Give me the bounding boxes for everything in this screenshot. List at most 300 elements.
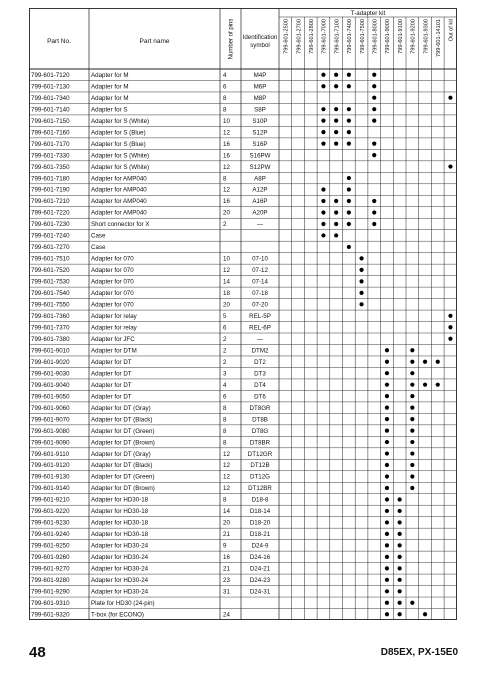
kit-mark-dot [372, 222, 376, 226]
pin-count: 23 [223, 577, 230, 585]
part-name: Adapter for HD30-24 [91, 554, 149, 562]
kit-mark-dot [347, 73, 351, 77]
pin-count: 8 [223, 416, 227, 424]
kit-mark-dot [321, 233, 325, 237]
pin-count: 21 [223, 565, 230, 573]
part-name: Adapter for S (Blue) [91, 129, 146, 137]
part-number: 799-601-9050 [31, 393, 70, 401]
part-number: 799-601-9320 [31, 611, 70, 619]
kit-mark-dot [334, 199, 338, 203]
part-name: Adapter for AMP040 [91, 175, 147, 183]
kit-mark-dot [398, 566, 402, 570]
pin-count: 20 [223, 519, 230, 527]
kit-mark-dot [347, 130, 351, 134]
part-number: 799-601-7350 [31, 163, 70, 171]
ident-symbol: REL-5P [249, 313, 271, 321]
kit-mark-dot [372, 73, 376, 77]
pin-count: 8 [223, 106, 227, 114]
pin-count: 4 [223, 381, 227, 389]
pin-count: 12 [223, 163, 230, 171]
part-number: 799-601-9060 [31, 404, 70, 412]
kit-mark-dot [385, 348, 389, 352]
kit-mark-dot [321, 84, 325, 88]
kit-mark-dot [385, 486, 389, 490]
part-name: Adapter for HD30-18 [91, 519, 149, 527]
part-name: Adapter for S (Blue) [91, 140, 146, 148]
pin-count: 2 [223, 358, 227, 366]
kit-label: 799-601-2800 [308, 19, 315, 54]
kit-mark-dot [334, 130, 338, 134]
kit-mark-dot [347, 199, 351, 203]
kit-mark-dot [385, 532, 389, 536]
part-number: 799-601-7130 [31, 83, 70, 91]
part-number: 799-601-9110 [31, 450, 70, 458]
part-name: Short connector for X [91, 221, 150, 229]
part-number: 799-601-9080 [31, 427, 70, 435]
kit-mark-dot [334, 84, 338, 88]
kit-mark-dot [359, 302, 363, 306]
part-name: Adapter for HD30-18 [91, 496, 149, 504]
pin-count: 12 [223, 462, 230, 470]
pin-count: 16 [223, 140, 230, 148]
ident-symbol: — [256, 221, 264, 229]
part-name: Adapter for S (White) [91, 117, 150, 125]
pin-count: 24 [223, 611, 230, 619]
part-number: 799-601-9210 [31, 496, 70, 504]
ident-symbol: M8P [253, 94, 267, 102]
kit-mark-dot [321, 199, 325, 203]
pin-count: 6 [223, 324, 227, 332]
pin-count: 16 [223, 554, 230, 562]
kit-mark-dot [385, 555, 389, 559]
kit-mark-dot [410, 394, 414, 398]
ident-symbol: DT8G [251, 427, 269, 435]
part-name: Adapter for DT (Brown) [91, 439, 155, 447]
kit-mark-dot [410, 451, 414, 455]
part-name: Plate for HD30 (24-pin) [91, 599, 155, 607]
part-name: Adapter for DT [91, 358, 132, 366]
pin-count: 12 [223, 450, 230, 458]
ident-symbol: A8P [254, 175, 266, 183]
kit-mark-dot [347, 119, 351, 123]
kit-mark-dot [398, 520, 402, 524]
part-name: Adapter for HD30-24 [91, 542, 149, 550]
ident-symbol: S12P [252, 129, 268, 137]
part-number: 799-601-7140 [31, 106, 70, 114]
part-name: Adapter for S (White) [91, 163, 150, 171]
kit-mark-dot [347, 84, 351, 88]
kit-mark-dot [372, 142, 376, 146]
ident-symbol: D18-21 [249, 531, 271, 539]
kit-mark-dot [372, 153, 376, 157]
kit-mark-dot [334, 142, 338, 146]
kit-label: 799-601-7000 [321, 19, 328, 54]
kit-mark-dot [321, 73, 325, 77]
kit-mark-dot [448, 314, 452, 318]
kit-mark-dot [372, 210, 376, 214]
ident-symbol: M4P [253, 71, 267, 79]
kit-mark-dot [385, 463, 389, 467]
kit-mark-dot [398, 532, 402, 536]
pin-count: 12 [223, 485, 230, 493]
ident-symbol: 07-14 [252, 278, 268, 286]
kit-mark-dot [448, 96, 452, 100]
part-name: Adapter for DT (Green) [91, 427, 155, 435]
part-name: Adapter for 070 [91, 255, 134, 263]
header-num-pins: Number of pins [228, 18, 235, 60]
kit-mark-dot [385, 520, 389, 524]
part-number: 799-601-9270 [31, 565, 70, 573]
part-number: 799-601-9090 [31, 439, 70, 447]
kit-mark-dot [398, 601, 402, 605]
part-number: 799-601-7540 [31, 290, 70, 298]
part-name: Adapter for AMP040 [91, 209, 147, 217]
kit-label: 799-601-9300 [423, 19, 430, 54]
kit-mark-dot [321, 210, 325, 214]
pin-count: 16 [223, 198, 230, 206]
part-name: Adapter for DT [91, 393, 132, 401]
pin-count: 2 [223, 335, 227, 343]
part-name: Adapter for HD30-24 [91, 588, 149, 596]
part-name: Adapter for AMP040 [91, 186, 147, 194]
kit-mark-dot [398, 589, 402, 593]
kit-mark-dot [398, 543, 402, 547]
kit-mark-dot [410, 601, 414, 605]
part-name: Adapter for JFC [91, 335, 135, 343]
part-name: Case [91, 244, 106, 252]
pin-count: 20 [223, 209, 230, 217]
ident-symbol: A20P [252, 209, 268, 217]
kit-mark-dot [321, 222, 325, 226]
kit-mark-dot [321, 187, 325, 191]
page-number: 48 [29, 644, 46, 661]
ident-symbol: D24-16 [249, 554, 271, 562]
ident-symbol: 07-10 [252, 255, 268, 263]
ident-symbol: DT4 [254, 381, 266, 389]
pin-count: 12 [223, 473, 230, 481]
kit-mark-dot [410, 406, 414, 410]
ident-symbol: S16P [252, 140, 268, 148]
part-name: Case [91, 232, 106, 240]
kit-mark-dot [398, 555, 402, 559]
pin-count: 10 [223, 255, 230, 263]
ident-symbol: D18-20 [249, 519, 271, 527]
ident-symbol: A12P [252, 186, 268, 194]
ident-symbol: DT12G [250, 473, 270, 481]
kit-mark-dot [410, 440, 414, 444]
kit-label: 799-601-7100 [334, 19, 341, 54]
part-number: 799-601-7160 [31, 129, 70, 137]
kit-label: 799-601-7400 [347, 19, 354, 54]
part-number: 799-601-9280 [31, 577, 70, 585]
kit-mark-dot [423, 383, 427, 387]
kit-mark-dot [347, 142, 351, 146]
ident-symbol: D24-31 [249, 588, 271, 596]
kit-mark-dot [347, 210, 351, 214]
pin-count: 8 [223, 94, 227, 102]
pin-count: 8 [223, 427, 227, 435]
ident-symbol: DT12BR [248, 485, 272, 493]
kit-mark-dot [372, 199, 376, 203]
kit-mark-dot [448, 337, 452, 341]
part-number: 799-601-7180 [31, 175, 70, 183]
pin-count: 16 [223, 152, 230, 160]
kit-mark-dot [448, 325, 452, 329]
part-number: 799-601-9040 [31, 381, 70, 389]
kit-label: 799-601-7500 [359, 19, 366, 54]
kit-mark-dot [398, 612, 402, 616]
part-number: 799-601-7150 [31, 117, 70, 125]
part-number: 799-601-7550 [31, 301, 70, 309]
kit-mark-dot [410, 360, 414, 364]
part-number: 799-601-9030 [31, 370, 70, 378]
kit-mark-dot [398, 578, 402, 582]
pin-count: 10 [223, 117, 230, 125]
ident-symbol: DT6 [254, 393, 266, 401]
part-name: Adapter for DT (Green) [91, 473, 155, 481]
kit-mark-dot [347, 176, 351, 180]
part-number: 799-601-7530 [31, 278, 70, 286]
ident-symbol: 07-12 [252, 267, 268, 275]
kit-label: 799-601-9000 [385, 19, 392, 54]
kit-label: 799-601-14101 [435, 19, 442, 57]
kit-mark-dot [347, 187, 351, 191]
kit-mark-dot [410, 428, 414, 432]
pin-count: 12 [223, 129, 230, 137]
kit-mark-dot [321, 107, 325, 111]
kit-mark-dot [359, 256, 363, 260]
part-name: Adapter for HD30-18 [91, 531, 149, 539]
pin-count: 8 [223, 496, 227, 504]
ident-symbol: DT12B [250, 462, 270, 470]
kit-mark-dot [385, 360, 389, 364]
kit-mark-dot [385, 428, 389, 432]
pin-count: 3 [223, 370, 227, 378]
part-number: 799-601-9010 [31, 347, 70, 355]
ident-symbol: DTM2 [251, 347, 269, 355]
kit-mark-dot [436, 360, 440, 364]
kit-mark-dot [398, 509, 402, 513]
ident-symbol: DT8B [252, 416, 268, 424]
part-number: 799-601-9260 [31, 554, 70, 562]
part-name: Adapter for DT (Gray) [91, 450, 151, 458]
pin-count: 8 [223, 175, 227, 183]
kit-mark-dot [385, 589, 389, 593]
part-number: 799-601-9120 [31, 462, 70, 470]
part-name: T-box (for ECONO) [91, 611, 144, 619]
ident-symbol: D24-9 [251, 542, 269, 550]
kit-mark-dot [321, 119, 325, 123]
pin-count: 6 [223, 393, 227, 401]
kit-mark-dot [334, 222, 338, 226]
kit-mark-dot [410, 348, 414, 352]
ident-symbol: DT3 [254, 370, 266, 378]
ident-symbol: M6P [253, 83, 267, 91]
part-name: Adapter for DT (Black) [91, 416, 153, 424]
header-ident-symbol-line2: symbol [250, 42, 270, 49]
kit-mark-dot [410, 371, 414, 375]
kit-mark-dot [423, 360, 427, 364]
part-number: 799-601-7510 [31, 255, 70, 263]
kit-mark-dot [385, 578, 389, 582]
pin-count: 9 [223, 542, 227, 550]
part-number: 799-601-7330 [31, 152, 70, 160]
ident-symbol: DT12GR [247, 450, 273, 458]
pin-count: 14 [223, 278, 230, 286]
ident-symbol: 07-20 [252, 301, 268, 309]
ident-symbol: DT8BR [249, 439, 271, 447]
part-number: 799-601-7240 [31, 232, 70, 240]
ident-symbol: D18-8 [251, 496, 269, 504]
ident-symbol: DT8GR [249, 404, 271, 412]
pin-count: 5 [223, 313, 227, 321]
kit-mark-dot [334, 107, 338, 111]
part-name: Adapter for S (White) [91, 152, 150, 160]
part-name: Adapter for DT [91, 381, 132, 389]
part-number: 799-601-9070 [31, 416, 70, 424]
kit-mark-dot [385, 474, 389, 478]
kit-mark-dot [385, 451, 389, 455]
ident-symbol: REL-6P [249, 324, 271, 332]
kit-label: 799-601-9200 [410, 19, 417, 54]
kit-mark-dot [334, 233, 338, 237]
pin-count: 8 [223, 439, 227, 447]
part-name: Adapter for 070 [91, 290, 134, 298]
kit-mark-dot [385, 601, 389, 605]
pin-count: 8 [223, 404, 227, 412]
part-name: Adapter for 070 [91, 301, 134, 309]
part-name: Adapter for 070 [91, 267, 134, 275]
kit-mark-dot [410, 486, 414, 490]
part-number: 799-601-7520 [31, 267, 70, 275]
part-name: Adapter for HD30-18 [91, 508, 149, 516]
header-part-name: Part name [139, 38, 170, 45]
part-number: 799-601-7370 [31, 324, 70, 332]
ident-symbol: DT2 [254, 358, 266, 366]
ident-symbol: S8P [254, 106, 266, 114]
part-name: Adapter for DT [91, 370, 132, 378]
part-number: 799-601-9230 [31, 519, 70, 527]
kit-mark-dot [398, 497, 402, 501]
header-ident-symbol-line1: Identification [242, 34, 278, 41]
pin-count: 14 [223, 508, 230, 516]
kit-mark-dot [385, 394, 389, 398]
part-name: Adapter for HD30-24 [91, 577, 149, 585]
kit-mark-dot [334, 73, 338, 77]
kit-mark-dot [410, 417, 414, 421]
part-number: 799-601-9220 [31, 508, 70, 516]
kit-mark-dot [359, 268, 363, 272]
part-number: 799-601-7380 [31, 335, 70, 343]
part-number: 799-601-7190 [31, 186, 70, 194]
part-number: 799-601-9310 [31, 599, 70, 607]
kit-mark-dot [359, 291, 363, 295]
pin-count: 21 [223, 531, 230, 539]
pin-count: 6 [223, 83, 227, 91]
part-number: 799-601-7220 [31, 209, 70, 217]
pin-count: 18 [223, 290, 230, 298]
header-tadapter-kit: T-adapter kit [350, 10, 386, 17]
kit-mark-dot [385, 612, 389, 616]
part-name: Adapter for M [91, 94, 129, 102]
part-number: 799-601-7340 [31, 94, 70, 102]
kit-mark-dot [410, 463, 414, 467]
part-number: 799-601-7360 [31, 313, 70, 321]
pin-count: 2 [223, 347, 227, 355]
part-name: Adapter for M [91, 71, 129, 79]
part-name: Adapter for HD30-24 [91, 565, 149, 573]
kit-label: 799-601-9100 [397, 19, 404, 54]
kit-mark-dot [385, 371, 389, 375]
kit-mark-dot [359, 279, 363, 283]
part-name: Adapter for S [91, 106, 128, 114]
part-name: Adapter for DT (Brown) [91, 485, 155, 493]
kit-mark-dot [448, 164, 452, 168]
ident-symbol: S16PW [249, 152, 271, 160]
part-name: Adapter for 070 [91, 278, 134, 286]
kit-mark-dot [372, 107, 376, 111]
part-name: Adapter for AMP040 [91, 198, 147, 206]
kit-mark-dot [372, 96, 376, 100]
part-number: 799-601-7270 [31, 244, 70, 252]
ident-symbol: — [256, 335, 264, 343]
pin-count: 12 [223, 267, 230, 275]
kit-mark-dot [372, 119, 376, 123]
kit-mark-dot [385, 440, 389, 444]
part-number: 799-601-9130 [31, 473, 70, 481]
kit-label: 799-601-2500 [283, 19, 290, 54]
kit-label: 799-601-2700 [296, 19, 303, 54]
part-number: 799-601-7120 [31, 71, 70, 79]
part-name: Adapter for relay [91, 324, 137, 332]
part-name: Adapter for relay [91, 313, 137, 321]
ident-symbol: D24-21 [249, 565, 271, 573]
kit-mark-dot [385, 509, 389, 513]
kit-mark-dot [385, 383, 389, 387]
kit-mark-dot [321, 130, 325, 134]
pin-count: 31 [223, 588, 230, 596]
part-number: 799-601-9290 [31, 588, 70, 596]
kit-label: 799-601-8000 [372, 19, 379, 54]
part-number: 799-601-9240 [31, 531, 70, 539]
pin-count: 12 [223, 186, 230, 194]
kit-mark-dot [385, 497, 389, 501]
kit-mark-dot [347, 222, 351, 226]
part-name: Adapter for DT (Gray) [91, 404, 151, 412]
ident-symbol: S10P [252, 117, 268, 125]
kit-mark-dot [334, 210, 338, 214]
kit-mark-dot [385, 406, 389, 410]
part-number: 799-601-9250 [31, 542, 70, 550]
pin-count: 20 [223, 301, 230, 309]
ident-symbol: D18-14 [249, 508, 271, 516]
part-number: 799-601-9020 [31, 358, 70, 366]
part-name: Adapter for DT (Black) [91, 462, 153, 470]
kit-mark-dot [436, 383, 440, 387]
kit-mark-dot [410, 474, 414, 478]
kit-mark-dot [321, 142, 325, 146]
kit-mark-dot [372, 84, 376, 88]
header-part-no: Part No. [47, 38, 71, 45]
part-number: 799-601-7230 [31, 221, 70, 229]
kit-mark-dot [423, 612, 427, 616]
model-name: D85EX, PX-15E0 [380, 647, 458, 658]
part-number: 799-601-7170 [31, 140, 70, 148]
part-number: 799-601-7210 [31, 198, 70, 206]
part-name: Adapter for DTM [91, 347, 137, 355]
pin-count: 2 [223, 221, 227, 229]
pin-count: 4 [223, 71, 227, 79]
